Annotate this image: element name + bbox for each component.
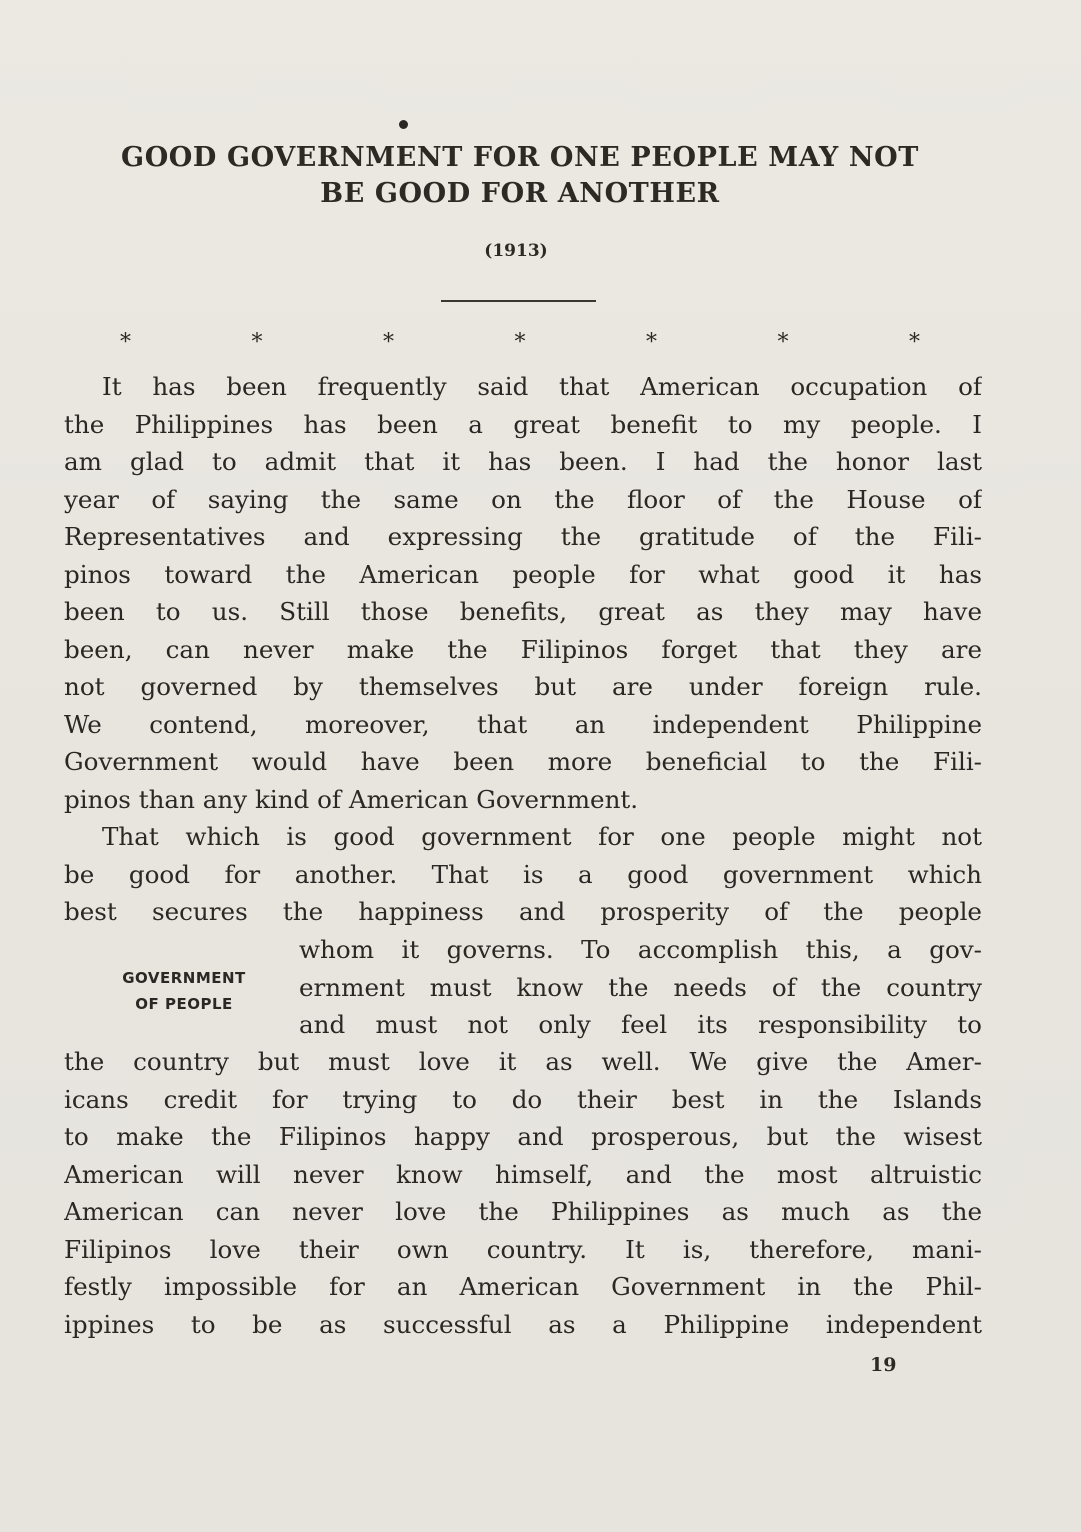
text-line: the country but must love it as well. We give the Amer- [64,1047,982,1076]
chapter-title-line-1: GOOD GOVERNMENT FOR ONE PEOPLE MAY NOT [121,142,919,173]
text-line: ippines to be as successful as a Philippine independent [64,1309,982,1339]
asterisk: * [646,330,657,355]
text-line: ernment must know the needs of the country [299,972,982,1002]
text-line: We contend, moreover, that an independent Philippine [64,709,982,739]
text-line: am glad to admit that it has been. I had the honor last [64,447,982,476]
sidenote-line-1: GOVERNMENT [122,969,246,987]
text-line: It has been frequently said that American occupation of [102,372,982,401]
text-line: American will never know himself, and the most altruistic [64,1159,982,1189]
text-line: whom it governs. To accomplish this, a gov- [299,935,982,964]
asterisk: * [514,330,526,355]
text-line: not governed by themselves but are under foreign rule. [64,672,982,701]
text-line: been, can never make the Filipinos forget that they are [64,634,982,664]
text-line: pinos toward the American people for what good it has [64,559,982,589]
text-line: be good for another. That is a good government which [64,859,982,889]
title-rule [441,300,596,302]
asterisk: * [120,330,131,355]
text-line: Filipinos love their own country. It is, therefore, mani- [64,1234,982,1264]
paragraph-2 [64,818,982,931]
chapter-year: (1913) [484,241,548,261]
chapter-title [40,140,1000,212]
text-line: festly impossible for an American Government in the Phil- [64,1272,982,1301]
text-line: been to us. Still those benefits, great as they may have [64,597,982,626]
asterisk: * [777,330,789,355]
ornament-dot [399,120,408,129]
text-line: Government would have been more beneficial to the Fili- [64,747,982,776]
text-line: That which is good government for one people might not [102,822,982,851]
text-line: to make the Filipinos happy and prosperous, but the wisest [64,1122,982,1151]
page-number: 19 [870,1354,897,1376]
text-line: pinos than any kind of American Government. [64,784,639,814]
text-line: American can never love the Philippines as much as the [64,1197,982,1226]
margin-sidenote [84,965,284,1017]
text-line: and must not only feel its responsibility to [299,1010,982,1039]
paragraph-2-continued [64,1043,982,1343]
text-line: icans credit for trying to do their best in the Islands [64,1084,982,1114]
asterisk: * [909,330,920,355]
text-line: the Philippines has been a great benefit to my people. I [64,409,982,439]
asterisk-separator [120,330,920,355]
text-line: Representatives and expressing the gratitude of the Fili- [64,522,982,551]
sidenote-line-2: OF PEOPLE [135,995,233,1013]
chapter-title-line-2: BE GOOD FOR ANOTHER [320,178,720,209]
asterisk: * [383,330,394,355]
text-line: year of saying the same on the floor of the House of [64,484,982,514]
asterisk: * [251,330,263,355]
text-line: best secures the happiness and prosperity of the people [64,897,982,926]
paragraph-1 [64,368,982,818]
